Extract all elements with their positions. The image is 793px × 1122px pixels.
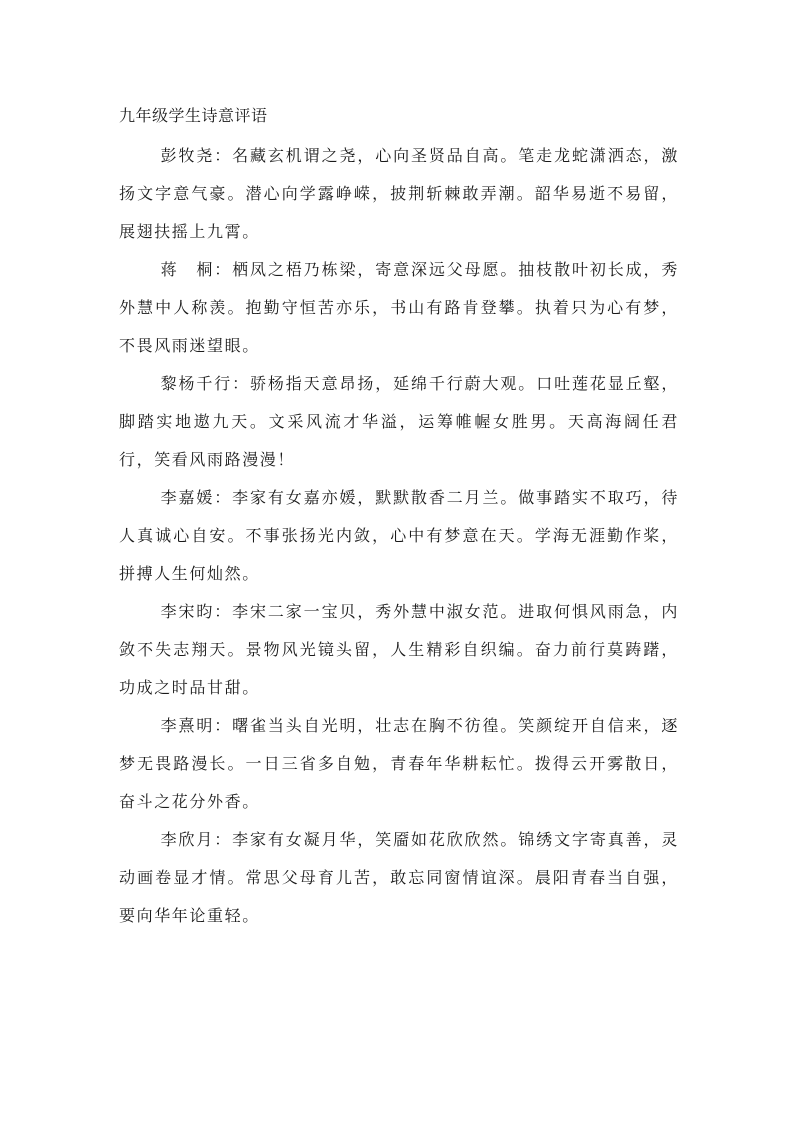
student-name: 李欣月 (160, 830, 215, 849)
name-separator: ： (214, 716, 233, 735)
student-name: 黎杨千行 (160, 374, 233, 393)
comment-entry (119, 365, 679, 479)
comment-text: 栖凤之梧乃栋梁，寄意深远父母愿。抽枝散叶初长成，秀外慧中人称羡。抱勤守恒苦亦乐，书山有路肯登攀。执着只为心有梦，不畏风雨迷望眼。 (119, 260, 679, 355)
comment-entry (119, 593, 679, 707)
comment-entry (119, 821, 679, 935)
comment-text: 名藏玄机谓之尧，心向圣贤品自高。笔走龙蛇潇洒态，激扬文字意气豪。潜心向学露峥嵘，披荆斩棘敢弄潮。韶华易逝不易留，展翅扶摇上九霄。 (119, 146, 679, 241)
name-separator: ： (214, 488, 233, 507)
comment-entry (119, 707, 679, 821)
student-name: 蒋 桐 (160, 260, 215, 279)
name-separator: ： (214, 146, 233, 165)
document-page (119, 105, 679, 935)
student-name: 彭牧尧 (160, 146, 215, 165)
comment-text: 曙雀当头自光明，壮志在胸不彷徨。笑颜绽开自信来，逐梦无畏路漫长。一日三省多自勉，青春年华耕耘忙。拨得云开雾散日，奋斗之花分外香。 (119, 716, 679, 811)
comment-text: 李家有女嘉亦媛，默默散香二月兰。做事踏实不取巧，待人真诚心自安。不事张扬光内敛，心中有梦意在天。学海无涯勤作桨，拼搏人生何灿然。 (119, 488, 679, 583)
name-separator: ： (214, 260, 233, 279)
comment-entry (119, 251, 679, 365)
comment-entry (119, 479, 679, 593)
student-name: 李熹明 (160, 716, 215, 735)
student-name: 李嘉媛 (160, 488, 215, 507)
name-separator: ： (232, 374, 251, 393)
name-separator: ： (214, 602, 233, 621)
student-name: 李宋昀 (160, 602, 215, 621)
comment-text: 李家有女凝月华，笑靥如花欣欣然。锦绣文字寄真善，灵动画卷显才情。常思父母育儿苦，敢忘同窗情谊深。晨阳青春当自强，要向华年论重轻。 (119, 830, 679, 925)
comment-text: 骄杨指天意昂扬，延绵千行蔚大观。口吐莲花显丘壑，脚踏实地遨九天。文采风流才华溢，运筹帷幄女胜男。天高海阔任君行，笑看风雨路漫漫！ (119, 374, 679, 469)
document-title: 九年级学生诗意评语 (119, 106, 268, 125)
comment-text: 李宋二家一宝贝，秀外慧中淑女范。进取何惧风雨急，内敛不失志翔天。景物风光镜头留，人生精彩自织编。奋力前行莫踌躇，功成之时品甘甜。 (119, 602, 679, 697)
name-separator: ： (214, 830, 233, 849)
comment-entry (119, 137, 679, 251)
